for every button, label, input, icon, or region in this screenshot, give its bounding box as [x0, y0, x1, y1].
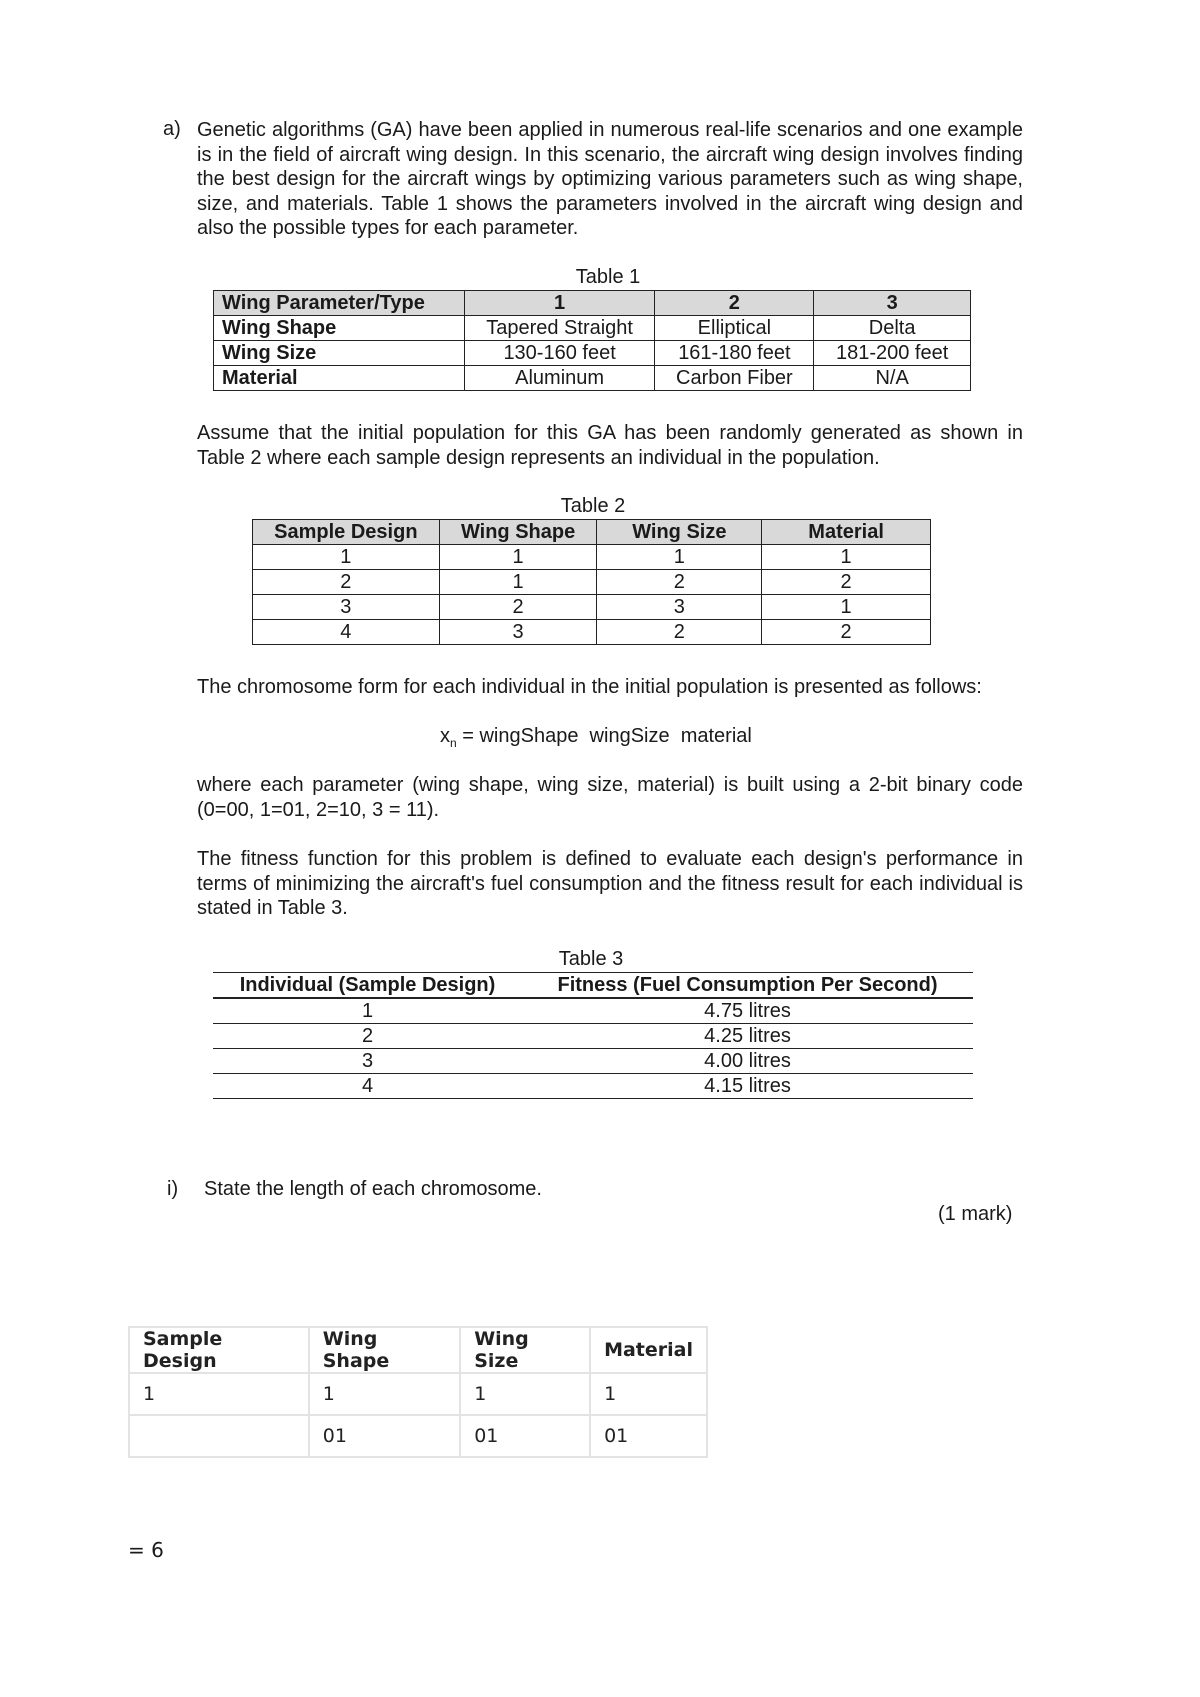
table1 — [213, 290, 971, 391]
table3-header-cell: Individual (Sample Design) — [213, 973, 522, 999]
table3-cell: 3 — [213, 1049, 522, 1074]
table2-caption: Table 2 — [560, 495, 626, 517]
table1-cell: Wing Shape — [214, 316, 465, 341]
table2-cell: 1 — [597, 545, 762, 570]
table2-cell: 2 — [762, 570, 931, 595]
answer-table-cell: 1 — [309, 1373, 460, 1415]
marks-label: (1 mark) — [938, 1203, 1013, 1225]
table1-cell: 130-160 feet — [464, 341, 655, 366]
formula-variable: x — [440, 725, 450, 747]
encoding-paragraph: where each parameter (wing shape, wing size, material) is built using a 2-bit binary code (0=00, 1=01, 2=10, 3 = 11). — [197, 774, 1023, 821]
table1-cell: 181-200 feet — [814, 341, 971, 366]
table2-cell: 2 — [597, 620, 762, 645]
table1-caption: Table 1 — [575, 266, 641, 288]
table2-cell: 1 — [253, 545, 440, 570]
table2-cell: 3 — [253, 595, 440, 620]
table1-cell: Delta — [814, 316, 971, 341]
table2-header-cell: Wing Size — [597, 520, 762, 545]
table3-cell: 4.15 litres — [522, 1074, 973, 1099]
table1-cell: N/A — [814, 366, 971, 391]
subquestion-number: i) — [167, 1178, 179, 1200]
table3-caption: Table 3 — [558, 948, 624, 970]
table1-header-row — [214, 291, 971, 316]
answer-table-cell — [129, 1415, 309, 1457]
table1-row — [214, 316, 971, 341]
table1-cell: 161-180 feet — [655, 341, 814, 366]
table3-cell: 1 — [213, 998, 522, 1024]
table3-cell: 4.25 litres — [522, 1024, 973, 1049]
table2-cell: 3 — [597, 595, 762, 620]
table1-cell: Material — [214, 366, 465, 391]
fitness-paragraph: The fitness function for this problem is defined to evaluate each design's performance in terms of minimizing the aircraft's fuel consumption and the fitness result for each individual is stated in Table 3. — [197, 848, 1023, 919]
formula-subscript: n — [450, 736, 457, 750]
formula-expression: = wingShape wingSize material — [456, 725, 752, 747]
table2-cell: 2 — [597, 570, 762, 595]
table2-cell: 4 — [253, 620, 440, 645]
subquestion-text: State the length of each chromosome. — [204, 1178, 542, 1200]
answer-table-cell: 01 — [590, 1415, 707, 1457]
answer-table-cell: 1 — [129, 1373, 309, 1415]
table1-row — [214, 366, 971, 391]
table1-cell: Aluminum — [464, 366, 655, 391]
table3-header-row — [213, 973, 973, 999]
table3-cell: 4.75 litres — [522, 998, 973, 1024]
answer-table-header-cell: Wing Size — [460, 1327, 590, 1373]
table2-cell: 3 — [439, 620, 597, 645]
table3-header-cell: Fitness (Fuel Consumption Per Second) — [522, 973, 973, 999]
table3-cell: 2 — [213, 1024, 522, 1049]
table1-cell: Tapered Straight — [464, 316, 655, 341]
table1-row — [214, 341, 971, 366]
table3-row — [213, 1074, 973, 1099]
table3-cell: 4 — [213, 1074, 522, 1099]
answer-table-header-cell: Wing Shape — [309, 1327, 460, 1373]
question-intro: Genetic algorithms (GA) have been applied in numerous real-life scenarios and one example is in the field of aircraft wing design. In this scenario, the aircraft wing design involves finding the best design for the aircraft wings by optimizing various parameters such as wing shape, size, and materials. Table 1 shows the parameters involved in the aircraft wing design and also the possible types for each parameter. — [197, 119, 1023, 239]
answer-table-cell: 01 — [309, 1415, 460, 1457]
table2-header-cell: Sample Design — [253, 520, 440, 545]
table1-header-cell: 1 — [464, 291, 655, 316]
table1-header-cell: 2 — [655, 291, 814, 316]
table2-header-cell: Material — [762, 520, 931, 545]
table2 — [252, 519, 931, 645]
table2-row — [253, 595, 931, 620]
answer-table-row — [129, 1373, 707, 1415]
table1-cell: Wing Size — [214, 341, 465, 366]
table3 — [213, 972, 973, 1099]
population-paragraph: Assume that the initial population for this GA has been randomly generated as shown in Table 2 where each sample design represents an individual in the population. — [197, 422, 1023, 469]
answer-text: = 6 — [128, 1538, 164, 1562]
table2-cell: 1 — [762, 595, 931, 620]
table2-cell: 1 — [762, 545, 931, 570]
answer-table-cell: 01 — [460, 1415, 590, 1457]
answer-table-cell: 1 — [590, 1373, 707, 1415]
table2-cell: 2 — [439, 595, 597, 620]
table1-header-cell: 3 — [814, 291, 971, 316]
table2-cell: 1 — [439, 570, 597, 595]
table3-cell: 4.00 litres — [522, 1049, 973, 1074]
answer-table-cell: 1 — [460, 1373, 590, 1415]
table2-cell: 1 — [439, 545, 597, 570]
table1-cell: Carbon Fiber — [655, 366, 814, 391]
answer-table-header-row — [129, 1327, 707, 1373]
table2-row — [253, 570, 931, 595]
answer-table-header-cell: Material — [590, 1327, 707, 1373]
table2-header-row — [253, 520, 931, 545]
question-label: a) — [163, 118, 181, 140]
chromosome-formula — [440, 725, 752, 750]
table2-cell: 2 — [253, 570, 440, 595]
table2-header-cell: Wing Shape — [439, 520, 597, 545]
table2-cell: 2 — [762, 620, 931, 645]
table1-cell: Elliptical — [655, 316, 814, 341]
answer-table-header-cell: Sample Design — [129, 1327, 309, 1373]
table3-row — [213, 998, 973, 1024]
table1-header-cell: Wing Parameter/Type — [214, 291, 465, 316]
answer-table-row — [129, 1415, 707, 1457]
table3-row — [213, 1049, 973, 1074]
table2-row — [253, 545, 931, 570]
table3-row — [213, 1024, 973, 1049]
answer-table — [128, 1326, 708, 1458]
chromosome-paragraph: The chromosome form for each individual in the initial population is presented as follows: — [197, 676, 982, 698]
table2-row — [253, 620, 931, 645]
